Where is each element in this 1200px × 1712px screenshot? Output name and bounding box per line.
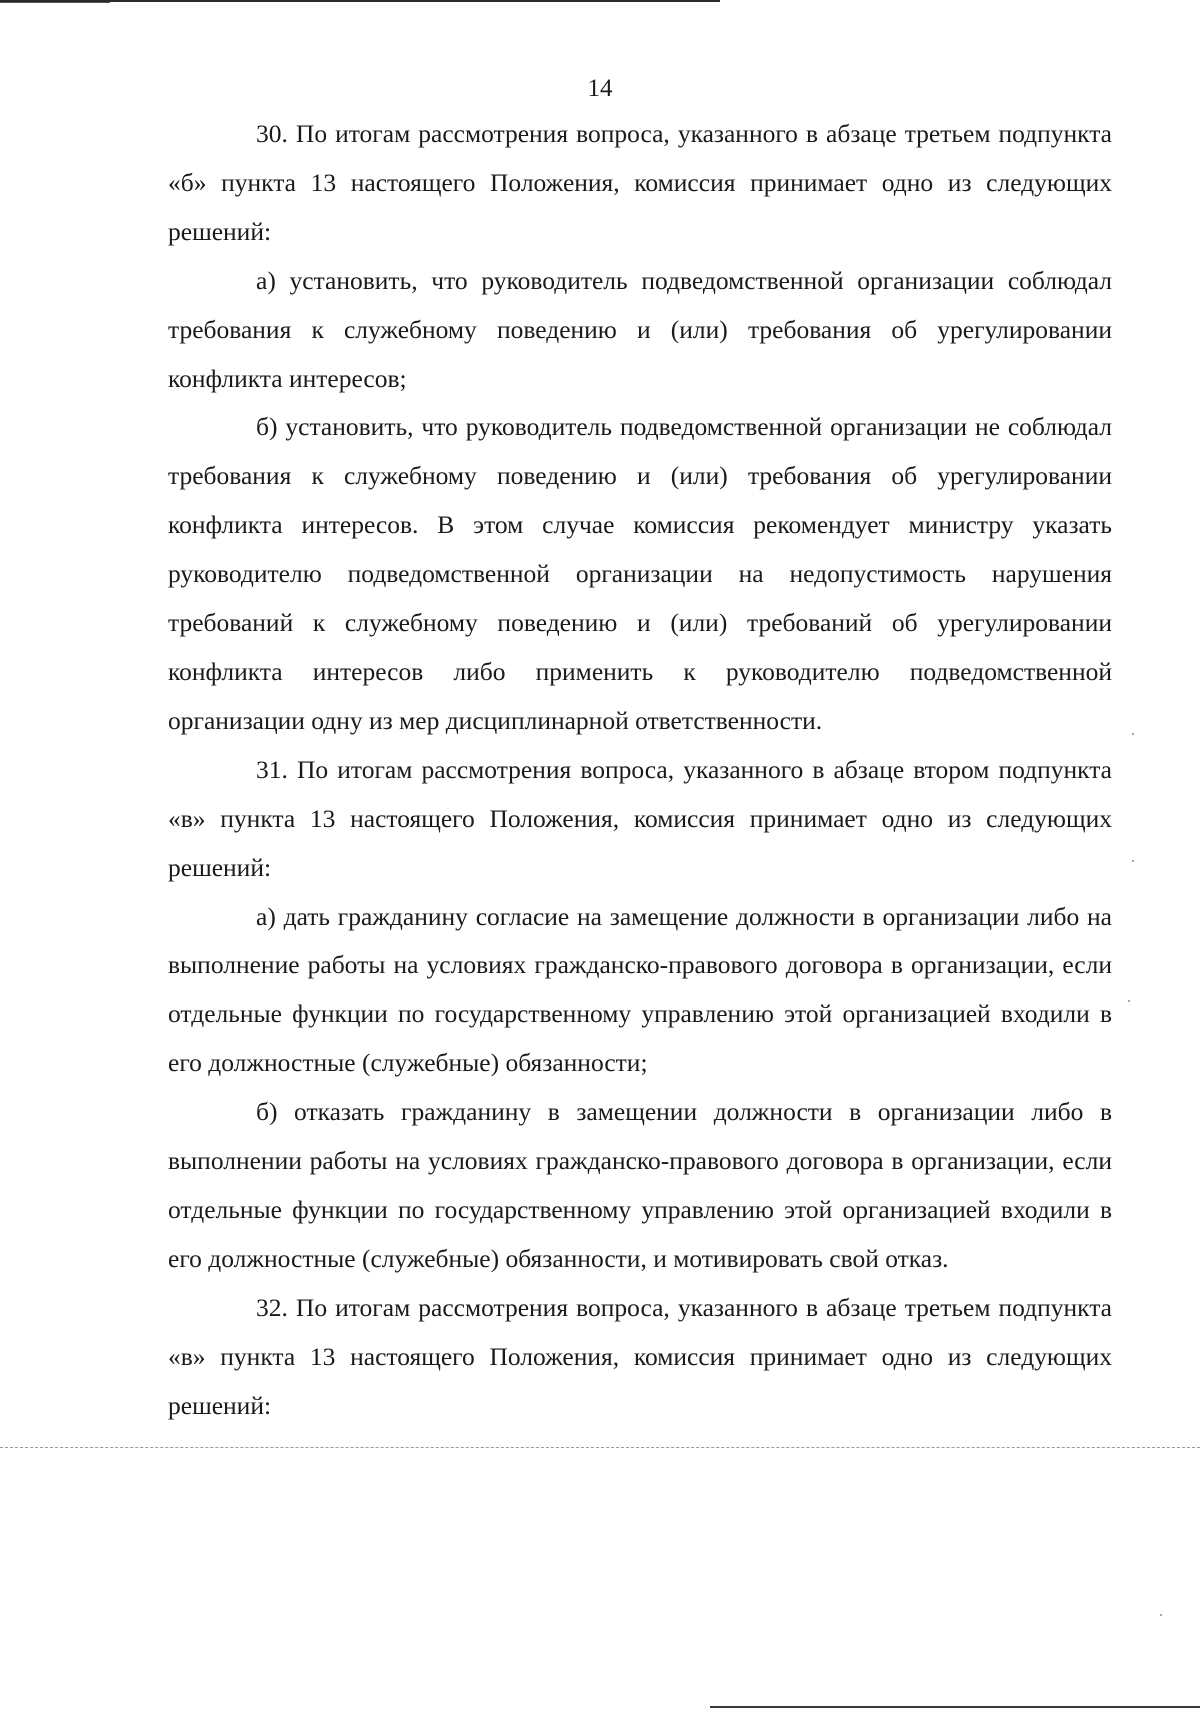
- scan-speck: [1132, 860, 1134, 862]
- paragraph-32: 32. По итогам рассмотрения вопроса, указанного в абзаце третьем подпункта «в» пункта 13 настоящего Положения, комиссия принимает одно из следующих решений:: [168, 1292, 1112, 1420]
- paragraph-30-b: б) установить, что руководитель подведомственной организации не соблюдал требования к служебному поведению и (или) требования об урегулировании конфликта интересов. В этом случае комиссия рекомендует министру указать руководителю подведомственной организации на недопустимость нарушения требований к служебному поведению и (или) требований об урегулировании конфликта интересов либо применить к руководителю подведомственной организации одну из мер дисциплинарной ответственности.: [168, 412, 1112, 735]
- scan-edge-top-mark: [0, 2, 110, 3]
- paragraph-30: 30. По итогам рассмотрения вопроса, указанного в абзаце третьем подпункта «б» пункта 13 настоящего Положения, комиссия принимает одно из следующих решений:: [168, 119, 1112, 246]
- page-number: 14: [587, 75, 613, 102]
- document-body: [168, 110, 1112, 1430]
- scan-speck: [1128, 1000, 1130, 1002]
- scan-speck: [1160, 1614, 1162, 1616]
- scan-speck: [1132, 733, 1134, 735]
- paragraph-31-b: б) отказать гражданину в замещении должности в организации либо в выполнении работы на условиях гражданско-правового договора в организации, если отдельные функции по государственному управлению этой организацией входили в его должностные (служебные) обязанности, и мотивировать свой отказ.: [168, 1097, 1112, 1273]
- scan-artifact-dashed-line: [0, 1447, 1200, 1448]
- paragraph-30-a: а) установить, что руководитель подведомственной организации соблюдал требования к служебному поведению и (или) требования об урегулировании конфликта интересов;: [168, 265, 1112, 393]
- paragraph-31: 31. По итогам рассмотрения вопроса, указанного в абзаце втором подпункта «в» пункта 13 настоящего Положения, комиссия принимает одно из следующих решений:: [168, 754, 1112, 882]
- paragraph-31-a: а) дать гражданину согласие на замещение должности в организации либо на выполнение работы на условиях гражданско-правового договора в организации, если отдельные функции по государственному управлению этой организацией входили в его должностные (служебные) обязанности;: [168, 901, 1112, 1078]
- scan-edge-bottom: [710, 1706, 1200, 1708]
